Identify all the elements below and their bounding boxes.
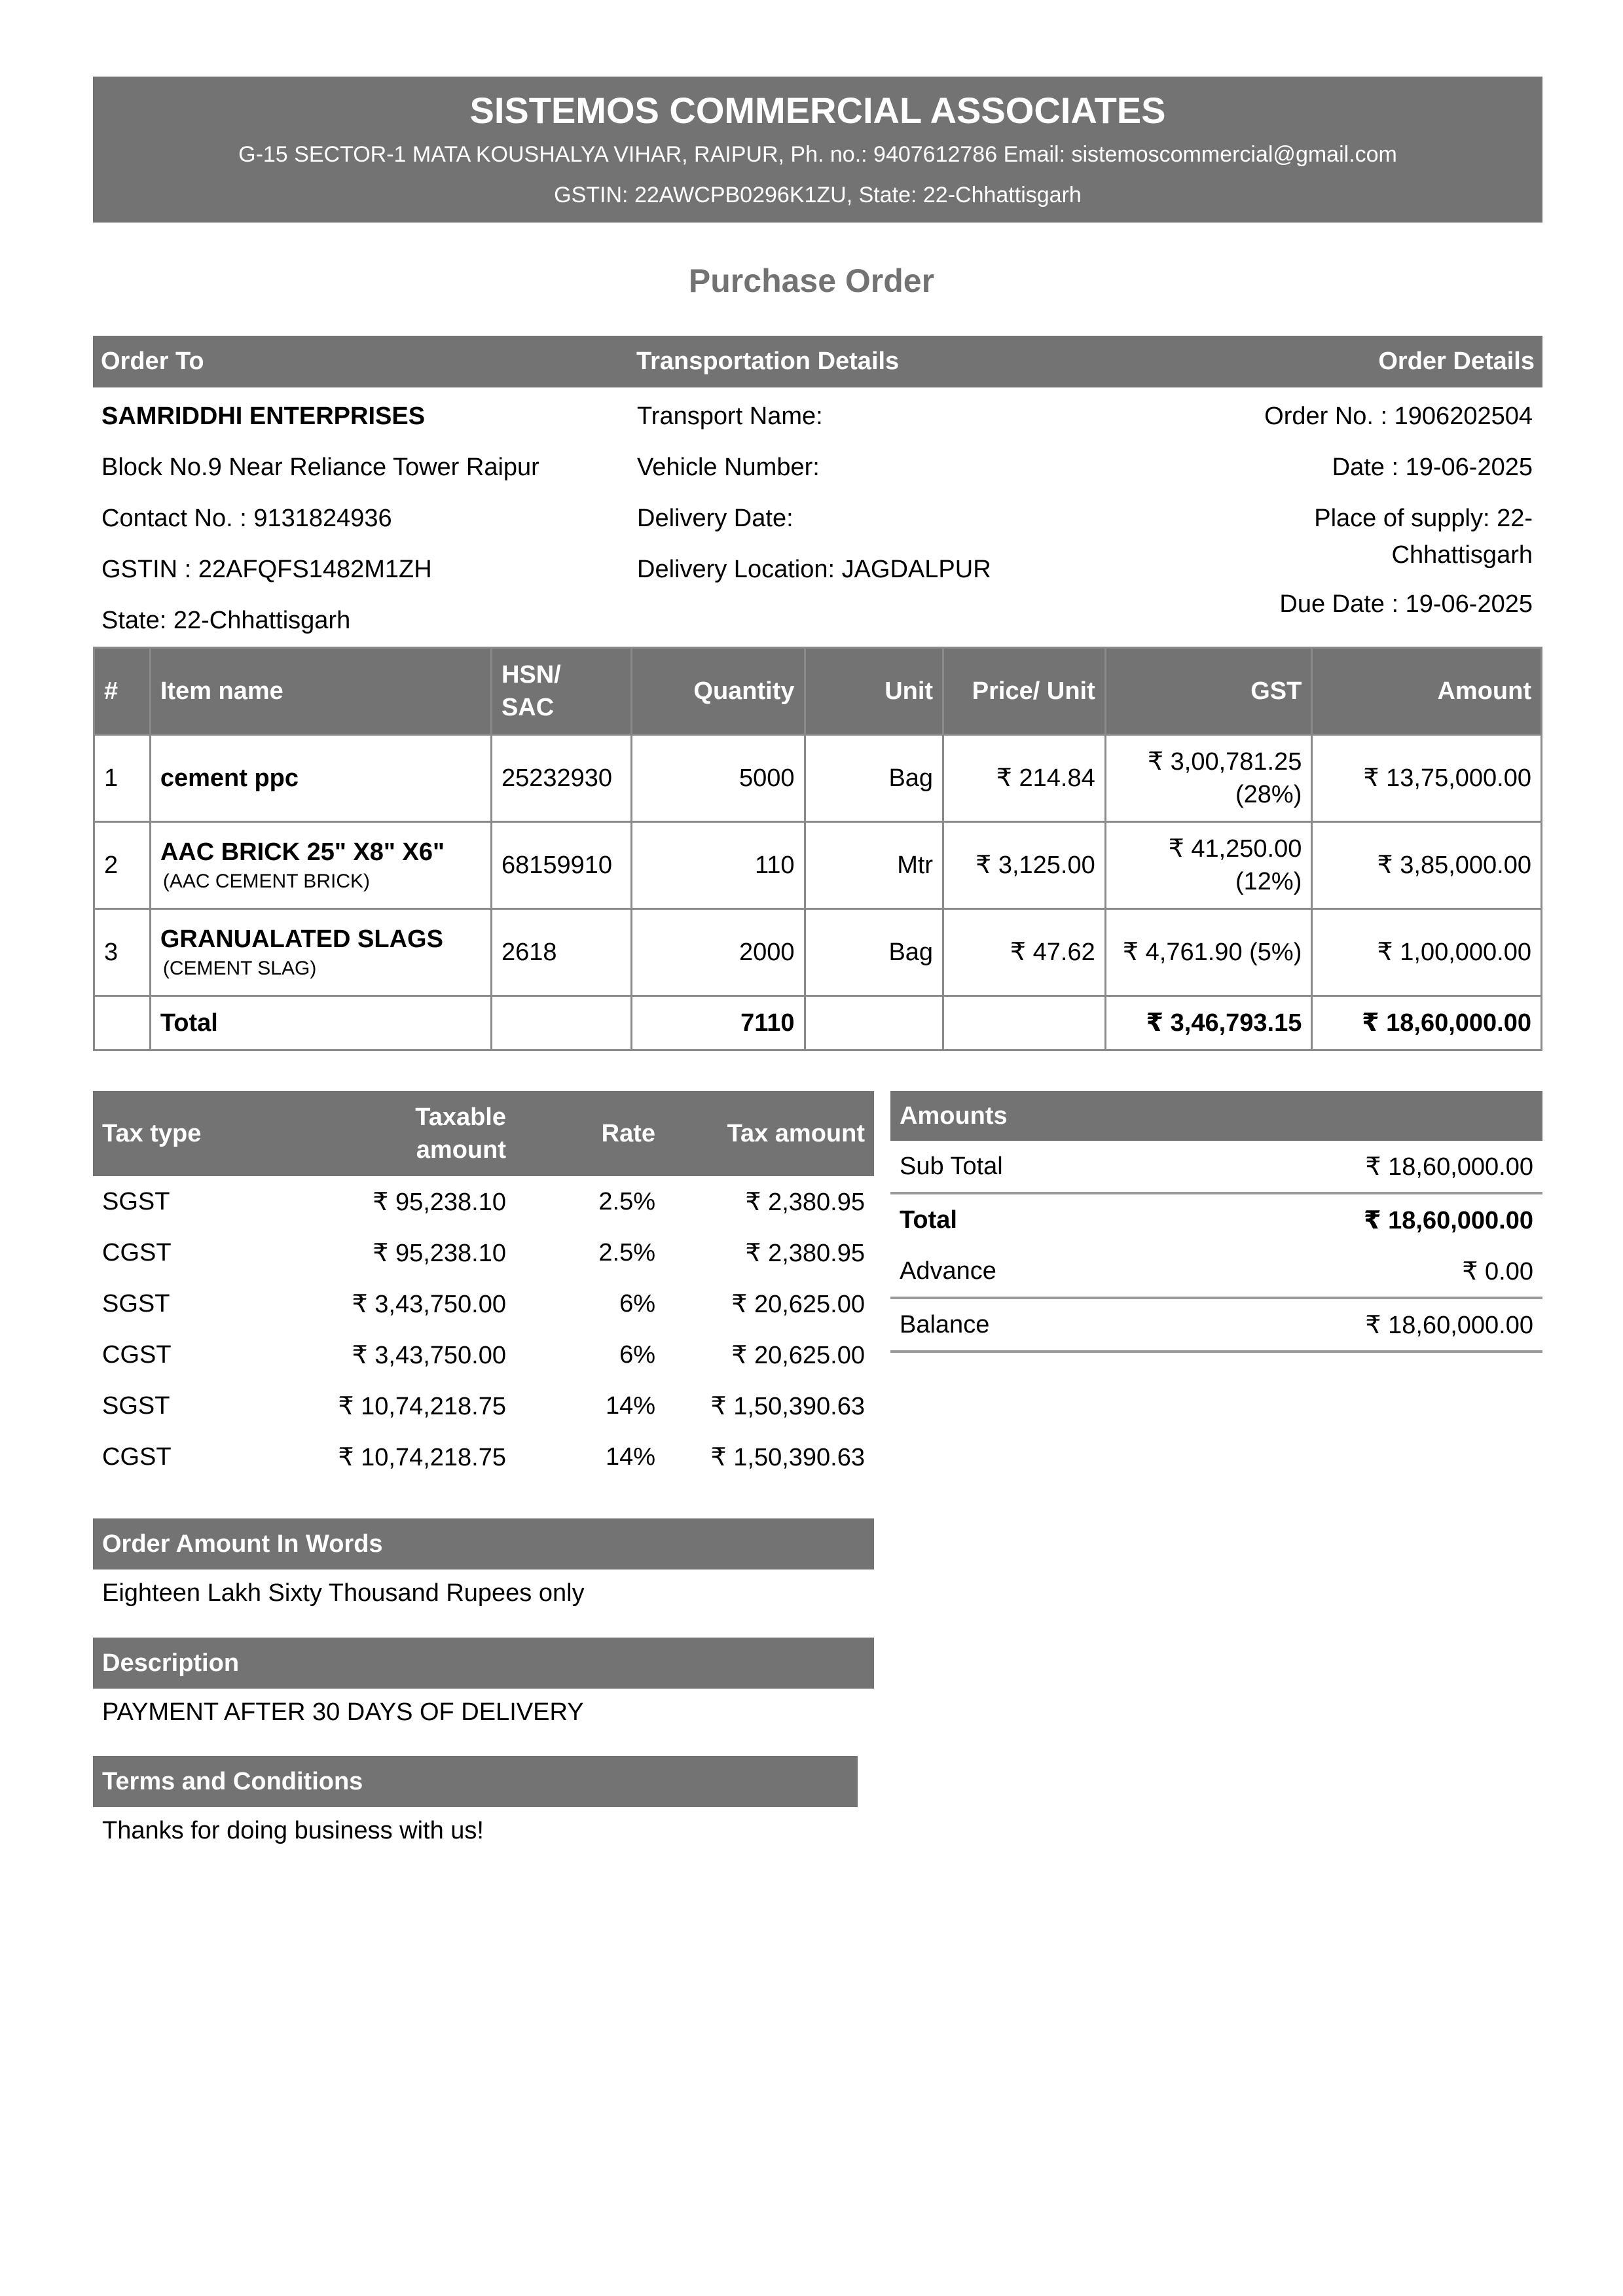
order-number: Order No. : 1906202504 [1264,403,1533,430]
order-to-heading: Order To [101,348,204,375]
place-of-supply-line-1: Place of supply: 22- [1314,505,1533,532]
hsn-code: 25232930 [491,735,631,822]
tax-amount: ₹ 20,625.00 [731,1341,865,1369]
empty-cell [94,996,151,1050]
gst-cell [1105,735,1312,822]
tax-rate: 6% [619,1340,655,1369]
items-table [93,647,1542,1051]
tax-type: CGST [102,1443,172,1471]
taxable-amount: ₹ 95,238.10 [373,1188,506,1216]
col-tax-amount: Tax amount [665,1091,874,1176]
unit-price: ₹ 3,125.00 [943,822,1106,909]
amount: ₹ 13,75,000.00 [1312,735,1542,822]
table-row [93,1380,874,1431]
item-name-cell [150,909,491,996]
taxable-amount: ₹ 95,238.10 [373,1239,506,1267]
row-number: 1 [94,735,151,822]
supplier-address: Block No.9 Near Reliance Tower Raipur [101,454,539,481]
tax-rate: 6% [619,1289,655,1318]
empty-cell [491,996,631,1050]
unit-price: ₹ 47.62 [943,909,1106,996]
col-rate: Rate [515,1091,665,1176]
col-gst: GST [1105,648,1312,735]
company-name: SISTEMOS COMMERCIAL ASSOCIATES [469,90,1166,131]
company-address: G-15 SECTOR-1 MATA KOUSHALYA VIHAR, RAIPUR, Ph. no.: 9407612786 Email: sistemoscommercial@gmail.com [238,142,1397,167]
advance-label: Advance [900,1257,996,1285]
balance-value: ₹ 18,60,000.00 [1365,1311,1533,1339]
gst-cell [1105,909,1312,996]
items-header-row [94,648,1542,735]
quantity: 110 [631,822,805,909]
transportation-heading: Transportation Details [636,348,900,375]
unit: Bag [805,735,943,822]
gst-cell [1105,822,1312,909]
col-hsn-label: HSN/ SAC [501,661,561,721]
gst-rate: (28%) [1235,781,1302,808]
sub-total-row [890,1141,1542,1194]
row-number: 3 [94,909,151,996]
tax-amount: ₹ 2,380.95 [745,1188,865,1216]
description-text: PAYMENT AFTER 30 DAYS OF DELIVERY [102,1698,584,1726]
amount: ₹ 1,00,000.00 [1312,909,1542,996]
total-label: Total [900,1206,957,1234]
tax-amount: ₹ 1,50,390.63 [710,1392,865,1420]
sub-total-label: Sub Total [900,1152,1003,1180]
supplier-gstin: GSTIN : 22AFQFS1482M1ZH [101,556,432,583]
due-date: Due Date : 19-06-2025 [1279,590,1533,618]
order-date: Date : 19-06-2025 [1332,454,1533,481]
unit: Bag [805,909,943,996]
taxable-amount: ₹ 10,74,218.75 [338,1443,506,1471]
item-name: AAC BRICK 25" X8" X6" [160,838,445,866]
total-amount: ₹ 18,60,000.00 [1312,996,1542,1050]
supplier-state: State: 22-Chhattisgarh [101,607,351,634]
table-row [94,735,1542,822]
gst-amount: ₹ 3,00,781.25 [1147,748,1302,776]
gst-amount: ₹ 4,761.90 [1122,939,1243,966]
amounts-heading: Amounts [890,1091,1542,1141]
tax-table [93,1091,874,1482]
quantity: 5000 [631,735,805,822]
total-gst: ₹ 3,46,793.15 [1105,996,1312,1050]
amount-in-words-text: Eighteen Lakh Sixty Thousand Rupees only [102,1579,585,1607]
amount: ₹ 3,85,000.00 [1312,822,1542,909]
col-quantity: Quantity [631,648,805,735]
table-row [93,1431,874,1482]
total-value: ₹ 18,60,000.00 [1364,1206,1533,1234]
place-of-supply-line-2: Chhattisgarh [1391,541,1533,569]
items-total-row [94,996,1542,1050]
unit-price: ₹ 214.84 [943,735,1106,822]
balance-label: Balance [900,1310,990,1338]
item-description: (AAC CEMENT BRICK) [162,870,370,892]
tax-amount: ₹ 1,50,390.63 [710,1443,865,1471]
hsn-code: 2618 [491,909,631,996]
description-heading: Description [93,1638,874,1689]
advance-value: ₹ 0.00 [1462,1257,1533,1285]
transportation-block [637,391,991,595]
order-section-header [93,336,1542,387]
tax-type: SGST [102,1187,170,1215]
tax-type: SGST [102,1289,170,1318]
table-row [94,909,1542,996]
col-number: # [94,648,151,735]
order-details-block [1264,391,1533,630]
quantity: 2000 [631,909,805,996]
gst-rate: (5%) [1249,939,1302,966]
total-row [890,1194,1542,1246]
company-banner [93,77,1542,223]
item-name: GRANUALATED SLAGS [160,925,443,953]
col-unit: Unit [805,648,943,735]
tax-header-row [93,1091,874,1176]
supplier-name: SAMRIDDHI ENTERPRISES [101,403,426,430]
transport-name: Transport Name: [637,403,823,430]
taxable-amount: ₹ 3,43,750.00 [352,1341,506,1369]
table-row [93,1176,874,1227]
col-tax-type: Tax type [93,1091,302,1176]
empty-cell [805,996,943,1050]
total-label: Total [150,996,491,1050]
table-row [94,822,1542,909]
item-name-cell [150,735,491,822]
tax-rate: 14% [605,1391,655,1420]
order-to-block [101,391,539,646]
advance-row [890,1246,1542,1299]
order-details-heading: Order Details [1378,348,1535,375]
tax-type: CGST [102,1340,172,1369]
col-hsn [491,648,631,735]
col-taxable-amount-label: Taxable amount [415,1103,506,1164]
row-number: 2 [94,822,151,909]
taxable-amount: ₹ 3,43,750.00 [352,1290,506,1318]
hsn-code: 68159910 [491,822,631,909]
item-name: cement ppc [160,764,299,792]
gst-amount: ₹ 41,250.00 [1168,835,1302,863]
amount-in-words-heading: Order Amount In Words [93,1518,874,1570]
total-quantity: 7110 [631,996,805,1050]
sub-total-value: ₹ 18,60,000.00 [1365,1153,1533,1181]
tax-type: SGST [102,1391,170,1420]
page-title: Purchase Order [688,262,935,299]
item-name-cell [150,822,491,909]
amounts-panel [890,1091,1542,1353]
gst-rate: (12%) [1235,868,1302,895]
place-of-supply [1264,500,1533,573]
tax-rate: 14% [605,1443,655,1471]
table-row [93,1227,874,1278]
tax-rate: 2.5% [598,1187,655,1215]
item-description: (CEMENT SLAG) [162,958,317,979]
delivery-location: Delivery Location: JAGDALPUR [637,556,991,583]
tax-amount: ₹ 20,625.00 [731,1290,865,1318]
balance-row [890,1299,1542,1353]
table-row [93,1278,874,1329]
col-taxable-amount [302,1091,515,1176]
vehicle-number: Vehicle Number: [637,454,820,481]
taxable-amount: ₹ 10,74,218.75 [338,1392,506,1420]
tax-rate: 2.5% [598,1238,655,1266]
col-price: Price/ Unit [943,648,1106,735]
col-item-name: Item name [150,648,491,735]
company-gstin: GSTIN: 22AWCPB0296K1ZU, State: 22-Chhattisgarh [554,183,1082,207]
terms-text: Thanks for doing business with us! [102,1817,484,1844]
table-row [93,1329,874,1380]
unit: Mtr [805,822,943,909]
delivery-date: Delivery Date: [637,505,793,532]
supplier-contact: Contact No. : 9131824936 [101,505,392,532]
empty-cell [943,996,1106,1050]
tax-amount: ₹ 2,380.95 [745,1239,865,1267]
terms-heading: Terms and Conditions [93,1756,858,1807]
col-amount: Amount [1312,648,1542,735]
tax-type: CGST [102,1238,172,1266]
